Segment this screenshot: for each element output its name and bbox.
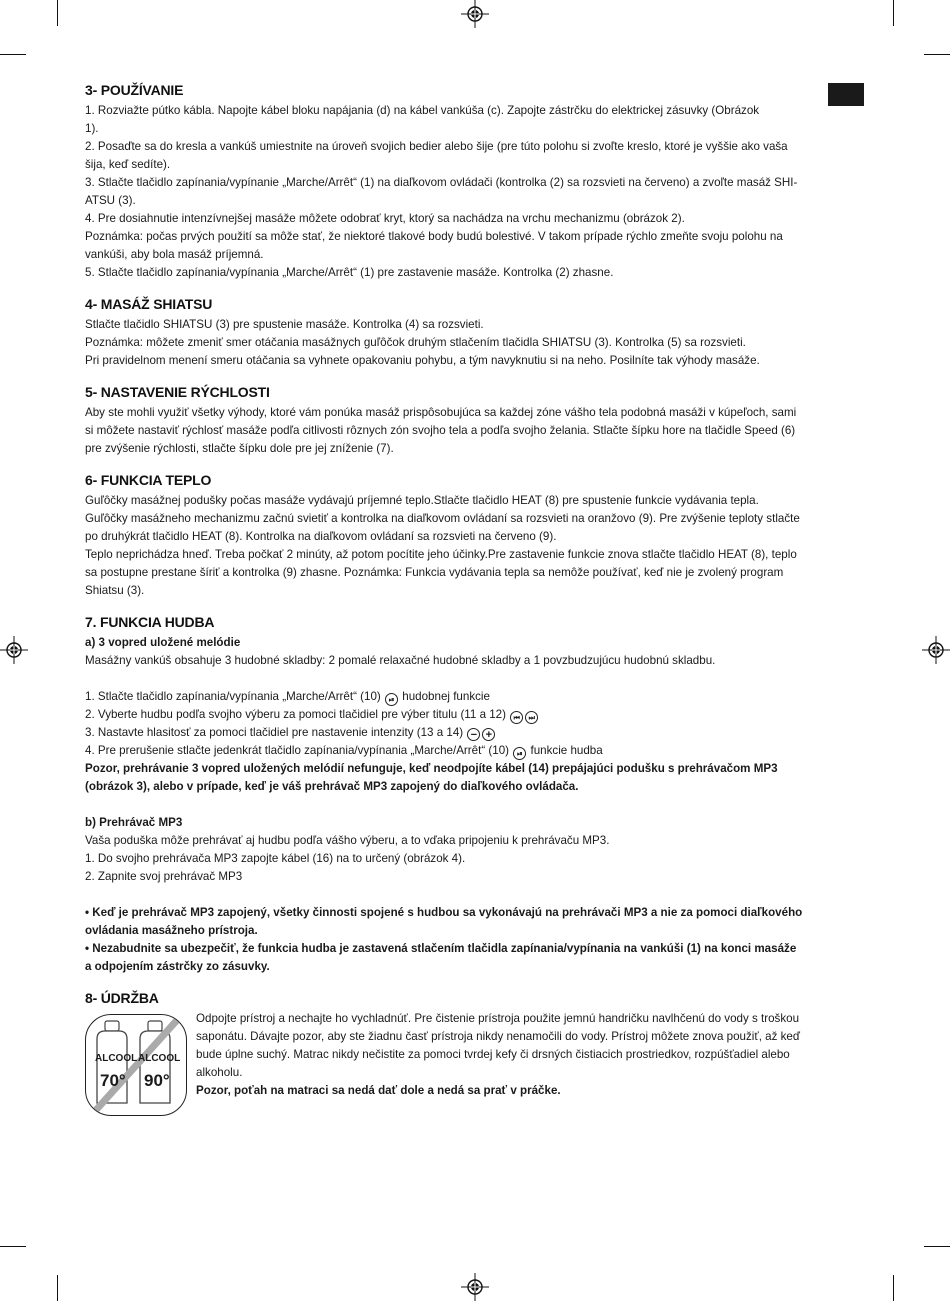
section-title: 3- POUŽÍVANIE [85,82,184,98]
previous-track-icon: ⏮ [510,711,523,724]
paragraph-line: Pri pravidelnom menení smeru otáčania sa vyhnete opakovaniu pohybu, a tým navyknutiu si na neho. Posilníte tak výhody masáže. [85,354,760,367]
paragraph-line: saponátu. Dávajte pozor, aby ste žiadnu časť prístroja nikdy nenamočili do vody. Prístroj môžete znova použiť, až keď [196,1030,800,1043]
registration-mark-icon [922,636,950,664]
crop-mark [893,0,894,26]
section-title: 5- NASTAVENIE RÝCHLOSTI [85,384,270,400]
paragraph-line: ATSU (3). [85,194,136,207]
play-pause-icon: ⏯ [385,693,398,706]
step-line [85,724,865,742]
paragraph-line: 1). [85,122,99,135]
paragraph-line: Masážny vankúš obsahuje 3 hudobné skladby: 2 pomalé relaxačné hudobné skladby a 1 povzbudzujúcu hudobnú skladbu. [85,654,716,667]
paragraph-line: Shiatsu (3). [85,584,145,597]
bottle-number: 70° [100,1071,126,1090]
document-body [85,82,865,1130]
paragraph-line: po druhýkrát tlačidlo HEAT (8). Kontrolka na diaľkovom ovládaní sa rozsvieti na červeno (9). [85,530,557,543]
next-track-icon: ⏭ [525,711,538,724]
paragraph-line: 1. Rozviažte pútko kábla. Napojte kábel bloku napájania (d) na kábel vankúša (c). Zapojte zástrčku do elektrickej zásuvky (Obrázok [85,104,760,117]
paragraph-line: 1. Do svojho prehrávača MP3 zapojte kábel (16) na to určený (obrázok 4). [85,852,466,865]
section-shiatsu [85,296,865,370]
bottle-label: ALCOOL [138,1053,181,1064]
step-text: funkcie hudba [530,744,603,757]
subsection-title: a) 3 vopred uložené melódie [85,636,241,649]
section-music [85,614,865,976]
warning-line: (obrázok 3), alebo v prípade, keď je váš prehrávač MP3 zapojený do diaľkového ovládača. [85,780,579,793]
paragraph-line: Stlačte tlačidlo SHIATSU (3) pre spustenie masáže. Kontrolka (4) sa rozsvieti. [85,318,484,331]
paragraph-line: Aby ste mohli využiť všetky výhody, ktoré vám ponúka masáž prispôsobujúca sa každej zóne vášho tela podobná masáži v kúpeľoch, sami [85,406,797,419]
paragraph-line: sa postupne prestane šíriť a kontrolka (9) zhasne. Poznámka: Funkcia vydávania tepla sa nemôže používať, keď nie je zvolený program [85,566,784,579]
warning-line: Pozor, poťah na matraci sa nedá dať dole a nedá sa prať v práčke. [196,1084,561,1097]
paragraph-line: vankúši, aby bola masáž príjemná. [85,248,264,261]
crop-mark [924,54,950,55]
section-title: 6- FUNKCIA TEPLO [85,472,212,488]
paragraph-line: Teplo neprichádza hneď. Treba počkať 2 minúty, až potom pocítite jeho účinky.Pre zastavenie funkcie znova stlačte tlačidlo HEAT (8), teplo [85,548,797,561]
crop-mark [924,1246,950,1247]
crop-mark [0,1246,26,1247]
section-heat [85,472,865,600]
section-maintenance [85,990,865,1116]
registration-mark-icon [0,636,28,664]
crop-mark [893,1275,894,1301]
crop-mark [57,1275,58,1301]
step-line [85,742,865,760]
play-pause-icon: ⏯ [513,747,526,760]
section-speed [85,384,865,458]
paragraph-line: Poznámka: môžete zmeniť smer otáčania masážnych guľôčok druhým stlačením tlačidla SHIATSU (3). Kontrolka (5) sa rozsvieti. [85,336,746,349]
step-line [85,706,865,724]
step-text: hudobnej funkcie [402,690,490,703]
warning-line: Pozor, prehrávanie 3 vopred uložených melódií nefunguje, keď neodpojíte kábel (14) prepájajúci podušku s prehrávačom MP3 [85,762,778,775]
paragraph-line: 2. Posaďte sa do kresla a vankúš umiestnite na úroveň svojich bedier alebo šije (pre túto polohu si zvoľte kreslo, ktoré je vyššie ako vaša [85,140,788,153]
crop-mark [57,0,58,26]
paragraph-line: Odpojte prístroj a nechajte ho vychladnúť. Pre čistenie prístroja použite jemnú handričku navlhčenú do vody s troškou [196,1012,800,1025]
paragraph-line: si môžete nastaviť rýchlosť masáže podľa citlivosti rôznych zón svojho tela a podľa svojho želania. Stlačte šípku hore na tlačidle Speed (6) [85,424,796,437]
bottle-label: ALCOOL [95,1053,138,1064]
paragraph-line: Guľôčky masážnej podušky počas masáže vydávajú príjemné teplo.Stlačte tlačidlo HEAT (8) pre spustenie funkcie vydávania tepla. [85,494,759,507]
section-title: 4- MASÁŽ SHIATSU [85,296,213,312]
note-line: • Keď je prehrávač MP3 zapojený, všetky činnosti spojené s hudbou sa vykonávajú na prehrávači MP3 a nie za pomoci diaľkového [85,906,803,919]
step-text: 4. Pre prerušenie stlačte jedenkrát tlačidlo zapínania/vypínania „Marche/Arrêt“ (10) [85,744,510,757]
paragraph-line: alkoholu. [196,1066,243,1079]
paragraph-line: 3. Stlačte tlačidlo zapínania/vypínanie „Marche/Arrêt“ (1) na diaľkovom ovládači (kontrolka (2) sa rozsvieti na červeno) a zvoľte masáž SHI- [85,176,798,189]
crop-mark [0,54,26,55]
subsection-title: b) Prehrávač MP3 [85,816,183,829]
note-line: a odpojením zástrčky zo zásuvky. [85,960,270,973]
section-title: 8- ÚDRŽBA [85,990,159,1006]
plus-icon: + [482,728,495,741]
paragraph-line: 2. Zapnite svoj prehrávač MP3 [85,870,243,883]
step-text: 2. Vyberte hudbu podľa svojho výberu za pomoci tlačidiel pre výber titulu (11 a 12) [85,708,506,721]
note-line: ovládania masážneho prístroja. [85,924,258,937]
step-text: 3. Nastavte hlasitosť za pomoci tlačidiel pre nastavenie intenzity (13 a 14) [85,726,464,739]
paragraph-line: 4. Pre dosiahnutie intenzívnejšej masáže môžete odobrať kryt, ktorý sa nachádza na vrchu mechanizmu (obrázok 2). [85,212,685,225]
registration-mark-icon [461,0,489,28]
step-line [85,688,865,706]
paragraph-line: Guľôčky masážneho mechanizmu začnú svietiť a kontrolka na diaľkovom ovládaní sa rozsvieti na oranžovo (9). Pre zvýšenie teploty stlačte [85,512,800,525]
section-title: 7. FUNKCIA HUDBA [85,614,215,630]
bottle-number: 90° [144,1071,170,1090]
paragraph-line: Vaša poduška môže prehrávať aj hudbu podľa vášho výberu, a to vďaka pripojeniu k prehrávaču MP3. [85,834,610,847]
paragraph-line: šija, keď sedíte). [85,158,171,171]
paragraph-line: bude úplne suchý. Matrac nikdy nečistite za pomoci tvrdej kefy či drsných čistiacich prostriedkov, rozpúšťadiel alebo [196,1048,790,1061]
paragraph-line: pre zvýšenie rýchlosti, stlačte šípku dole pre jej zníženie (7). [85,442,394,455]
registration-mark-icon [461,1273,489,1301]
section-usage [85,82,865,282]
paragraph-line: Poznámka: počas prvých použití sa môže stať, že niektoré tlakové body budú bolestivé. V takom prípade rýchlo zmeňte svoju polohu na [85,230,783,243]
minus-icon: − [467,728,480,741]
no-alcohol-icon [85,1014,187,1116]
note-line: • Nezabudnite sa ubezpečiť, že funkcia hudba je zastavená stlačením tlačidla zapínania/vypínania na vankúši (1) na konci masáže [85,942,797,955]
step-text: 1. Stlačte tlačidlo zapínania/vypínania „Marche/Arrêt“ (10) [85,690,381,703]
paragraph-line: 5. Stlačte tlačidlo zapínania/vypínania „Marche/Arrêt“ (1) pre zastavenie masáže. Kontrolka (2) zhasne. [85,266,614,279]
